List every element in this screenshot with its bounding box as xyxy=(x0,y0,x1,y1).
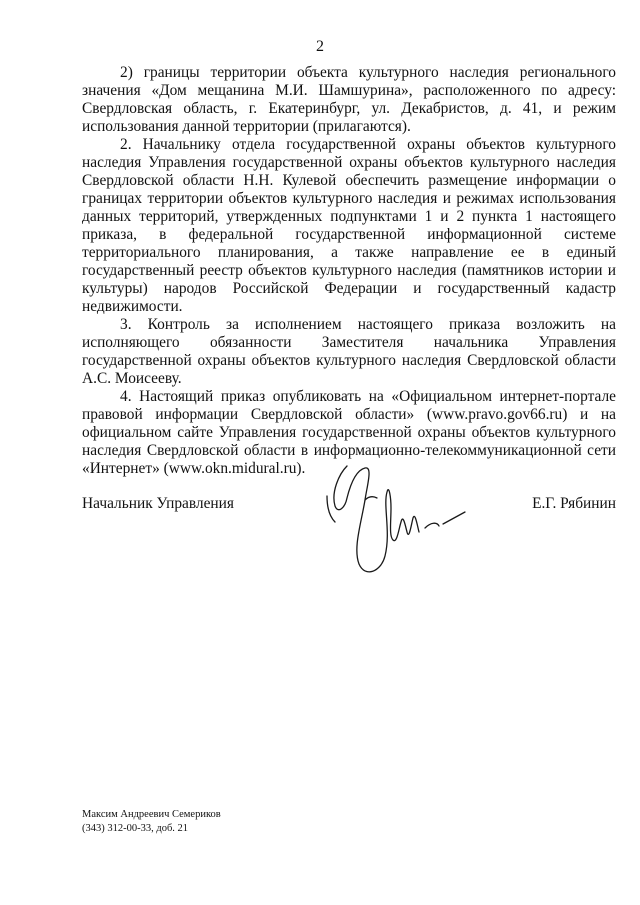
handwritten-signature xyxy=(325,452,475,592)
paragraph-item-2-territory: 2) границы территории объекта культурного наследия регионального значения «Дом мещанина М.И. Шамшурина», расположенного по адресу: Свердловская область, г. Екатеринбург, ул. Декабристов, д. 41, и режим использования данной территории (прилагаются). xyxy=(82,64,616,135)
executor-name: Максим Андреевич Семериков xyxy=(82,809,221,820)
document-body xyxy=(82,64,616,478)
signatory-name: Е.Г. Рябинин xyxy=(532,495,616,512)
executor-footer xyxy=(82,808,221,836)
paragraph-instruction-4: 4. Настоящий приказ опубликовать на «Официальном интернет-портале правовой информации Свердловской области» (www.pravo.gov66.ru) и на официальном сайте Управления государственной охраны объектов культурного наследия Свердловской области в информационно-телекоммуникационной сети «Интернет» (www.okn.midural.ru). xyxy=(82,388,616,477)
paragraph-instruction-3: 3. Контроль за исполнением настоящего приказа возложить на исполняющего обязанности Заместителя начальника Управления государственной охраны объектов культурного наследия Свердловской области А.С. Моисееву. xyxy=(82,316,616,387)
executor-phone: (343) 312-00-33, доб. 21 xyxy=(82,823,189,834)
signatory-title: Начальник Управления xyxy=(82,495,234,512)
page-number: 2 xyxy=(316,38,324,55)
paragraph-instruction-2: 2. Начальнику отдела государственной охраны объектов культурного наследия Управления государственной охраны объектов культурного наследия Свердловской области Н.Н. Кулевой обеспечить размещение информации о границах территории объектов культурного наследия и режимах использования данных территорий, утвержденных подпунктами 1 и 2 пункта 1 настоящего приказа, в федеральной государственной информационной системе территориального планирования, а также направление ее в единый государственный реестр объектов культурного наследия (памятников истории и культуры) народов Российской Федерации и государственный кадастр недвижимости. xyxy=(82,136,616,315)
